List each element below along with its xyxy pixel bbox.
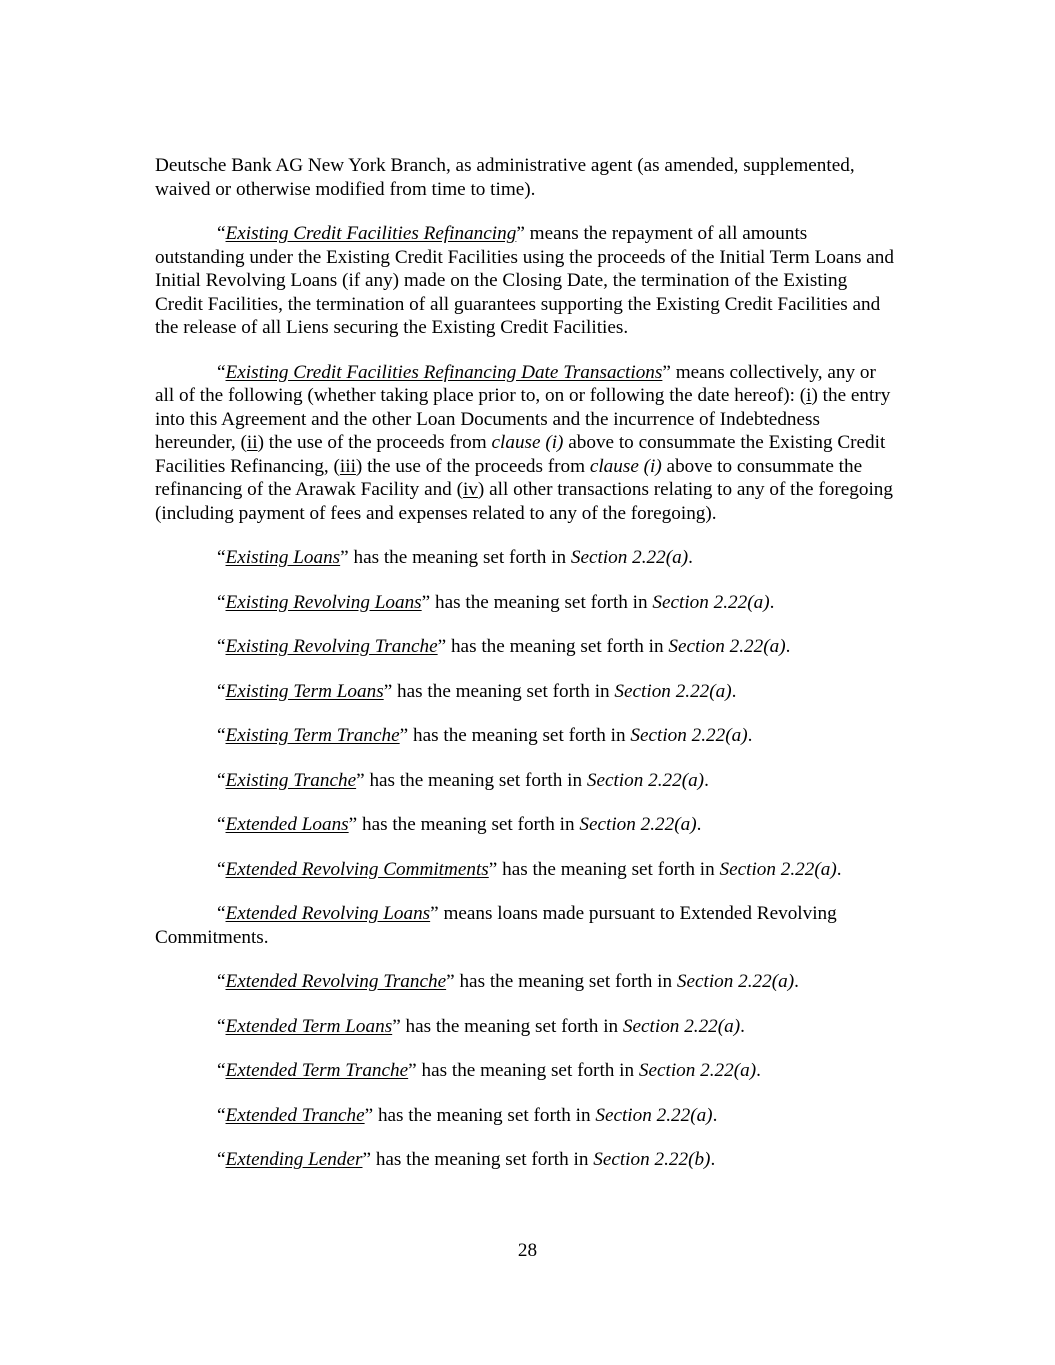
definition-refinancing-date-transactions: “Existing Credit Facilities Refinancing Date Transactions” means collectively, any or all of the following (whether taking place prior to, on or following the date hereof): (i) the entry into this Agreement and the other Loan Documents and the incurrence of Indebtedness hereunder, (ii) the use of the proceeds from clause (i) above to consummate the Existing Credit Facilities Refinancing, (iii) the use of the proceeds from clause (i) above to consummate the refinancing of the Arawak Facility and (iv) all other transactions relating to any of the foregoing (including payment of fees and expenses related to any of the foregoing). xyxy=(155,361,893,524)
defined-term: Extended Loans xyxy=(225,814,349,835)
page-number: 28 xyxy=(517,1240,538,1261)
defined-term: Existing Term Tranche xyxy=(225,725,400,746)
definition-text: means loans made pursuant to Extended Revolving Commitments. xyxy=(155,903,837,948)
definition-text: has the meaning set forth in xyxy=(400,1015,623,1037)
definition-item: “Extended Revolving Loans” means loans made pursuant to Extended Revolving Commitments. xyxy=(155,903,837,948)
definition-text: has the meaning set forth in xyxy=(430,591,653,613)
definition-end: . xyxy=(696,814,702,835)
defined-term: Existing Revolving Loans xyxy=(225,591,422,613)
section-reference: Section 2.22(a) xyxy=(668,636,786,657)
roman-iv: iv xyxy=(462,479,478,500)
intro-paragraph: Deutsche Bank AG New York Branch, as administrative agent (as amended, supplemented, waived or otherwise modified from time to time). xyxy=(155,155,855,200)
definition-text: above to consummate the refinancing of the Arawak Facility and ( xyxy=(155,455,863,500)
section-reference: Section 2.22(a) xyxy=(622,1015,741,1037)
section-reference: Section 2.22(a) xyxy=(614,680,732,702)
definition-text: has the meaning set forth in xyxy=(408,725,631,746)
page-body xyxy=(155,154,895,1193)
section-reference: Section 2.22(a) xyxy=(719,858,837,880)
definition-text: means the repayment of all amounts outstanding under the Existing Credit Facilities using the proceeds of the Initial Term Loans and Initial Revolving Loans (if any) made on the Closing Date, the termination of the Existing Credit Facilities, the termination of all guarantees supporting the Existing Credit Facilities and the release of all Liens securing the Existing Credit Facilities. xyxy=(155,223,894,338)
definition-end: . xyxy=(704,769,709,791)
definition-existing-credit-facilities-refinancing: “Existing Credit Facilities Refinancing” means the repayment of all amounts outstanding under the Existing Credit Facilities using the proceeds of the Initial Term Loans and Initial Revolving Loans (if any) made on the Closing Date, the termination of the Existing Credit Facilities, the termination of all guarantees supporting the Existing Credit Facilities and the release of all Liens securing the Existing Credit Facilities. xyxy=(155,223,894,338)
defined-term: Extended Revolving Tranche xyxy=(225,971,447,992)
definition-item: “Existing Term Loans” has the meaning set forth in Section 2.22(a). xyxy=(217,680,737,702)
roman-ii: ii xyxy=(246,432,258,453)
clause-reference: clause (i) xyxy=(491,432,564,453)
section-reference: Section 2.22(a) xyxy=(630,725,748,746)
definition-end: . xyxy=(688,547,693,568)
defined-term: Existing Credit Facilities Refinancing xyxy=(225,223,517,244)
defined-term: Extended Term Tranche xyxy=(225,1060,409,1081)
definition-item: “Extended Loans” has the meaning set forth in Section 2.22(a). xyxy=(217,814,702,835)
definition-text: has the meaning set forth in xyxy=(371,1149,594,1170)
defined-term: Existing Revolving Tranche xyxy=(225,636,438,657)
definition-text: has the meaning set forth in xyxy=(373,1104,596,1126)
section-reference: Section 2.22(a) xyxy=(676,971,795,992)
section-reference: Section 2.22(b) xyxy=(593,1149,711,1170)
definition-text: has the meaning set forth in xyxy=(416,1060,639,1081)
defined-term: Extending Lender xyxy=(225,1149,363,1170)
defined-term: Existing Term Loans xyxy=(225,680,384,702)
definition-item: “Existing Term Tranche” has the meaning set forth in Section 2.22(a). xyxy=(217,725,753,746)
definition-text: has the meaning set forth in xyxy=(454,971,677,992)
definition-end: . xyxy=(710,1149,716,1170)
definition-text: has the meaning set forth in xyxy=(392,680,615,702)
definition-text: has the meaning set forth in xyxy=(348,547,571,568)
section-reference: Section 2.22(a) xyxy=(595,1104,713,1126)
definition-text: has the meaning set forth in xyxy=(364,769,587,791)
definition-end: . xyxy=(756,1060,761,1081)
definition-end: . xyxy=(769,591,775,613)
section-reference: Section 2.22(a) xyxy=(570,547,689,568)
definition-item: “Extended Revolving Tranche” has the meaning set forth in Section 2.22(a). xyxy=(217,971,799,992)
definition-end: . xyxy=(731,680,737,702)
definition-text: above to consummate the Existing Credit Facilities Refinancing, ( xyxy=(155,432,886,477)
definition-text: has the meaning set forth in xyxy=(497,858,720,880)
defined-term: Extended Term Loans xyxy=(225,1015,393,1037)
definition-end: . xyxy=(794,971,799,992)
section-reference: Section 2.22(a) xyxy=(638,1060,757,1081)
definition-item: “Extended Tranche” has the meaning set forth in Section 2.22(a). xyxy=(217,1104,718,1126)
defined-term: Existing Credit Facilities Refinancing Date Transactions xyxy=(225,361,663,383)
definition-item: “Extended Term Tranche” has the meaning set forth in Section 2.22(a). xyxy=(217,1060,761,1081)
definition-item: “Existing Revolving Loans” has the meaning set forth in Section 2.22(a). xyxy=(217,591,775,613)
definition-item: “Extended Term Loans” has the meaning set forth in Section 2.22(a). xyxy=(217,1015,745,1037)
section-reference: Section 2.22(a) xyxy=(652,591,770,613)
defined-term: Extended Revolving Commitments xyxy=(225,858,489,880)
definition-item: “Existing Loans” has the meaning set forth in Section 2.22(a). xyxy=(217,547,693,568)
definition-end: . xyxy=(747,725,753,746)
definition-text: ) all other transactions relating to any of the foregoing (including payment of fees and expenses related to any of the foregoing). xyxy=(155,479,893,524)
definition-item: “Existing Tranche” has the meaning set forth in Section 2.22(a). xyxy=(217,769,709,791)
clause-reference: clause (i) xyxy=(589,455,662,477)
roman-iii: iii xyxy=(339,455,356,477)
definition-item: “Existing Revolving Tranche” has the meaning set forth in Section 2.22(a). xyxy=(217,636,791,657)
definition-text: ) the use of the proceeds from xyxy=(257,432,492,453)
defined-term: Extended Tranche xyxy=(225,1104,365,1126)
definition-end: . xyxy=(785,636,791,657)
definition-end: . xyxy=(836,858,842,880)
definition-text: has the meaning set forth in xyxy=(357,814,580,835)
section-reference: Section 2.22(a) xyxy=(586,769,705,791)
definition-item: “Extended Revolving Commitments” has the meaning set forth in Section 2.22(a). xyxy=(217,858,842,880)
defined-term: Existing Loans xyxy=(225,547,341,568)
roman-i: i xyxy=(806,385,812,406)
definition-end: . xyxy=(712,1104,718,1126)
section-reference: Section 2.22(a) xyxy=(579,814,697,835)
definition-text: ) the entry into this Agreement and the other Loan Documents and the incurrence of Indebtedness hereunder, ( xyxy=(155,385,891,453)
defined-term: Existing Tranche xyxy=(225,769,357,791)
definition-text: ) the use of the proceeds from xyxy=(355,455,590,477)
definition-end: . xyxy=(740,1015,745,1037)
defined-term: Extended Revolving Loans xyxy=(225,903,431,924)
definition-item: “Extending Lender” has the meaning set forth in Section 2.22(b). xyxy=(217,1149,716,1170)
definition-text: means collectively, any or all of the following (whether taking place prior to, on or following the date hereof): ( xyxy=(155,361,876,406)
definition-text: has the meaning set forth in xyxy=(446,636,669,657)
